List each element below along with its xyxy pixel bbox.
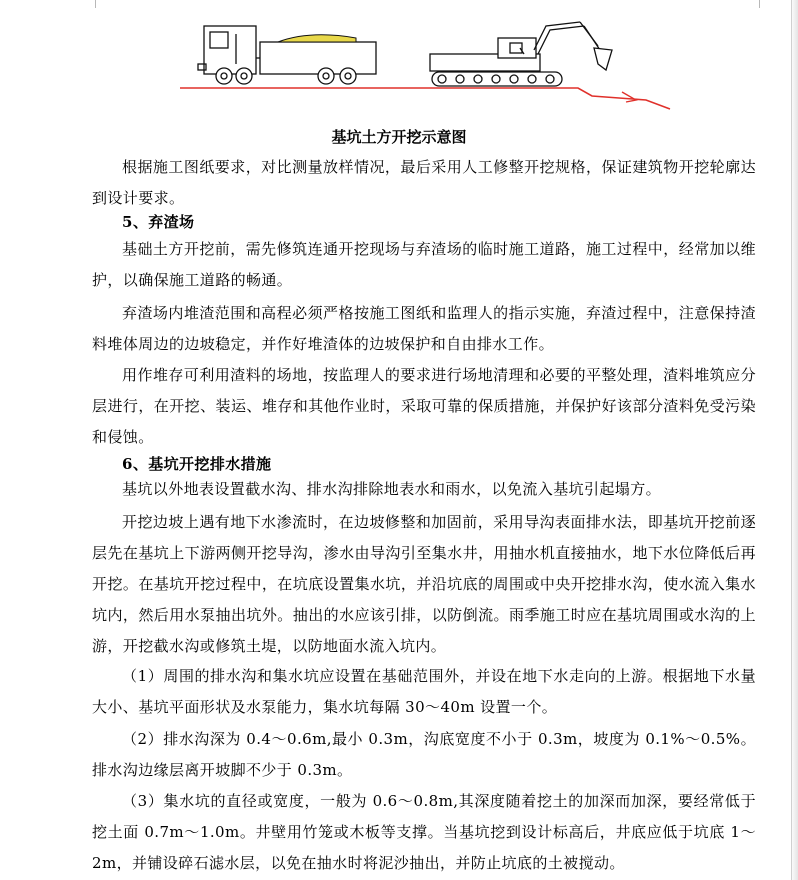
list-item: （2）排水沟深为 0.4～0.6m,最小 0.3m，沟底宽度不小于 0.3m，坡度为 0.1%～0.5%。排水沟边缘层离开坡脚不少于 0.3m。 <box>92 730 756 779</box>
paragraph: 弃渣场内堆渣范围和高程必须严格按施工图纸和监理人的指示实施，弃渣过程中，注意保持渣料堆体周边的边坡稳定，并作好堆渣体的边坡保护和自由排水工作。 <box>92 304 756 353</box>
dump-truck <box>198 26 376 84</box>
paragraph: 用作堆存可利用渣料的场地，按监理人的要求进行场地清理和必要的平整处理，渣料堆筑应分层进行，在开挖、装运、堆存和其他作业时，采取可靠的保质措施，并保护好该部分渣料免受污染和侵蚀。 <box>92 366 756 446</box>
flow-arrow <box>622 92 636 102</box>
margin-mark-top-left <box>95 0 96 8</box>
paragraph: 基础土方开挖前，需先修筑连通开挖现场与弃渣场的临时施工道路，施工过程中，经常加以维护，以确保施工道路的畅通。 <box>92 240 756 289</box>
excavation-diagram <box>180 14 680 122</box>
section-heading-5: 5、弃渣场 <box>122 213 195 231</box>
ground-line <box>180 88 670 109</box>
list-item: （3）集水坑的直径或宽度，一般为 0.6～0.8m,其深度随着挖土的加深而加深，要经常低于挖土面 0.7m～1.0m。井壁用竹笼或木板等支撑。当基坑挖到设计标高后，井底应低于坑底 1～2m，并铺设碎石滤水层，以免在抽水时将泥沙抽出，并防止坑底的土被搅动。 <box>92 792 756 872</box>
section-heading-6: 6、基坑开挖排水措施 <box>122 455 272 473</box>
list-item: （1）周围的排水沟和集水坑应设置在基础范围外，并设在地下水走向的上游。根据地下水量大小、基坑平面形状及水泵能力，集水坑每隔 30～40m 设置一个。 <box>92 667 756 716</box>
paragraph: 开挖边坡上遇有地下水渗流时，在边坡修整和加固前，采用导沟表面排水法，即基坑开挖前逐层先在基坑上下游两侧开挖导沟，渗水由导沟引至集水井，用抽水机直接抽水，地下水位降低后再开挖。在基坑开挖过程中，在坑底设置集水坑，并沿坑底的周围或中央开挖排水沟，使水流入集水坑内，然后用水泵抽出坑外。抽出的水应该引排，以防倒流。雨季施工时应在基坑周围或水沟的上游，开挖截水沟或修筑土堤，以防地面水流入坑内。 <box>92 513 756 655</box>
truck-load <box>278 35 356 42</box>
excavator <box>430 22 612 86</box>
paragraph: 根据施工图纸要求，对比测量放样情况，最后采用人工修整开挖规格，保证建筑物开挖轮廓达到设计要求。 <box>92 158 756 207</box>
figure-caption: 基坑土方开挖示意图 <box>331 128 467 146</box>
paragraph: 基坑以外地表设置截水沟、排水沟排除地表水和雨水，以免流入基坑引起塌方。 <box>122 480 662 498</box>
margin-mark-top-right <box>759 0 760 8</box>
